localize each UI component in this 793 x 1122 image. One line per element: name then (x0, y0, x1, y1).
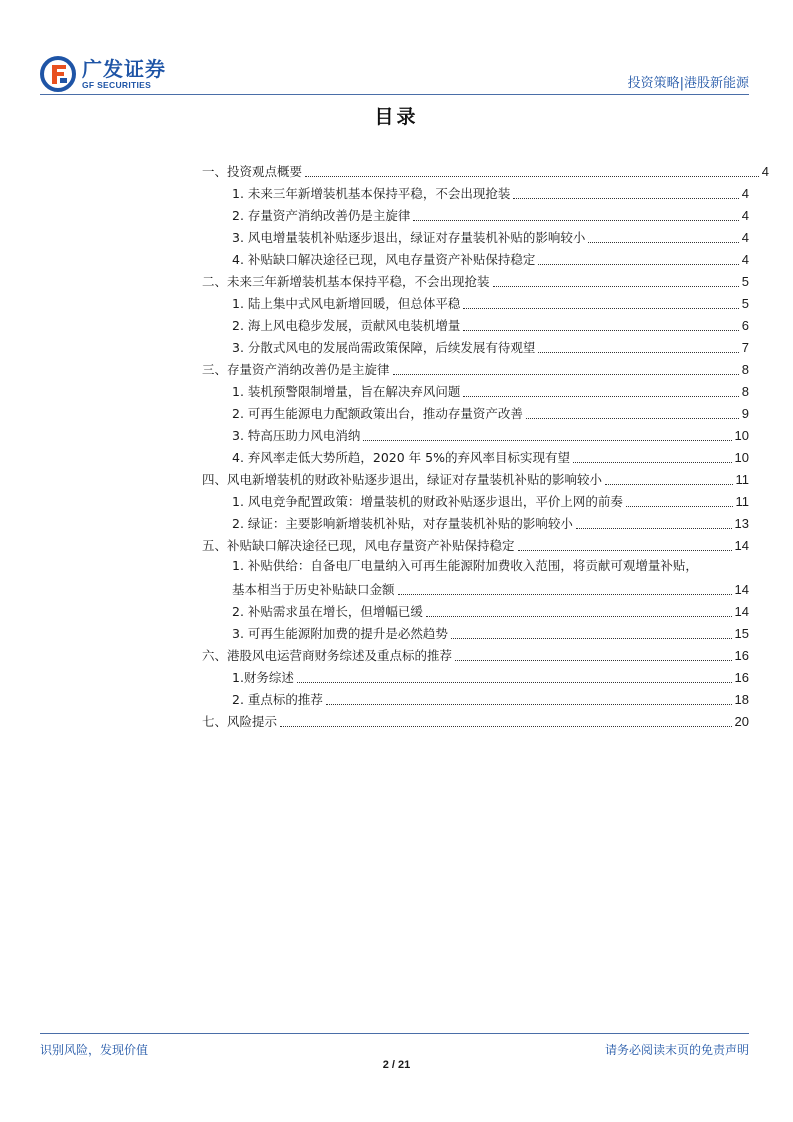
toc-entry-label: 四、风电新增装机的财政补贴逐步退出，绿证对存量装机补贴的影响较小 (202, 472, 603, 487)
company-logo (40, 56, 200, 94)
toc-subsection-entry[interactable] (232, 402, 749, 422)
toc-dot-leader (538, 352, 738, 353)
toc-dot-leader (305, 176, 759, 177)
toc-page-number: 8 (741, 384, 749, 399)
footer-disclaimer-note: 请务必阅读末页的免责声明 (604, 1043, 749, 1057)
toc-entry-label: 六、港股风电运营商财务综述及重点标的推荐 (202, 648, 453, 663)
toc-dot-leader (363, 440, 731, 441)
toc-page-number: 13 (734, 516, 749, 531)
toc-dot-leader (573, 462, 732, 463)
toc-section-entry[interactable] (202, 468, 749, 488)
toc-subsection-entry[interactable] (232, 600, 749, 620)
toc-subsection-entry[interactable] (232, 226, 749, 246)
toc-entry-label: 2. 海上风电稳步发展，贡献风电装机增量 (232, 318, 461, 333)
toc-page-number: 4 (741, 230, 749, 245)
toc-entry-label: 3. 分散式风电的发展尚需政策保障，后续发展有待观望 (232, 340, 536, 355)
header-divider (40, 94, 749, 95)
toc-entry-label: 二、未来三年新增装机基本保持平稳，不会出现抢装 (202, 274, 490, 289)
footer-divider (40, 1033, 749, 1034)
logo-chinese-name: 广发证券 (82, 57, 166, 81)
toc-subsection-entry[interactable] (232, 292, 749, 312)
toc-subsection-entry[interactable] (232, 336, 749, 356)
toc-dot-leader (605, 484, 732, 485)
toc-entry-label: 2. 可再生能源电力配额政策出台，推动存量资产改善 (232, 406, 523, 421)
toc-page-number: 15 (734, 626, 749, 641)
toc-entry-label: 3. 特高压助力风电消纳 (232, 428, 361, 443)
toc-entry-label: 1. 陆上集中式风电新增回暖，但总体平稳 (232, 296, 461, 311)
toc-page-number: 4 (761, 164, 769, 179)
toc-subsection-entry[interactable] (232, 688, 749, 708)
toc-page-number: 16 (734, 648, 749, 663)
toc-subsection-entry[interactable] (232, 204, 749, 224)
toc-entry-label: 2. 存量资产消纳改善仍是主旋律 (232, 208, 411, 223)
toc-page-number: 16 (734, 670, 749, 685)
toc-dot-leader (393, 374, 739, 375)
toc-entry-label: 三、存量资产消纳改善仍是主旋律 (202, 362, 390, 377)
toc-entry-label: 4. 补贴缺口解决途径已现，风电存量资产补贴保持稳定 (232, 252, 536, 267)
toc-dot-leader (493, 286, 739, 287)
toc-dot-leader (426, 616, 732, 617)
toc-dot-leader (451, 638, 732, 639)
toc-dot-leader (455, 660, 732, 661)
toc-entry-label: 3. 可再生能源附加费的提升是必然趋势 (232, 626, 448, 641)
page-number: 2 / 21 (382, 1059, 411, 1071)
toc-dot-leader (413, 220, 738, 221)
toc-entry-label: 2. 绿证：主要影响新增装机补贴，对存量装机补贴的影响较小 (232, 516, 573, 531)
toc-dot-leader (398, 594, 732, 595)
toc-entry-label: 1. 装机预警限制增量，旨在解决弃风问题 (232, 384, 461, 399)
toc-subsection-entry[interactable] (232, 512, 749, 532)
toc-page-number: 5 (741, 274, 749, 289)
footer-slogan: 识别风险，发现价值 (40, 1043, 149, 1057)
gf-logo-icon (40, 56, 76, 92)
toc-entry[interactable]: 1. 补贴供给：自备电厂电量纳入可再生能源附加费收入范围，将贡献可观增量补贴， (232, 558, 698, 573)
toc-page-number: 11 (735, 472, 749, 487)
toc-subsection-entry[interactable] (232, 666, 749, 686)
toc-subsection-entry[interactable] (232, 490, 749, 510)
toc-entry-label: 4. 弃风率走低大势所趋，2020 年 5%的弃风率目标实现有望 (232, 450, 570, 465)
toc-page-number: 10 (734, 428, 749, 443)
toc-page-number: 7 (741, 340, 749, 355)
page-title: 目录 (374, 106, 419, 128)
page-header (0, 0, 793, 100)
toc-section-entry[interactable] (202, 534, 749, 554)
toc-dot-leader (526, 418, 739, 419)
toc-subsection-entry[interactable] (232, 314, 749, 334)
toc-page-number: 10 (734, 450, 749, 465)
toc-page-number: 20 (734, 714, 749, 729)
toc-dot-leader (576, 528, 732, 529)
toc-page-number: 11 (735, 494, 749, 509)
toc-section-entry[interactable] (202, 160, 769, 180)
toc-entry-label: 1.财务综述 (232, 670, 294, 685)
toc-subsection-entry[interactable] (232, 380, 749, 400)
toc-subsection-entry[interactable] (232, 248, 749, 268)
toc-dot-leader (463, 308, 738, 309)
toc-entry-label: 3. 风电增量装机补贴逐步退出，绿证对存量装机补贴的影响较小 (232, 230, 586, 245)
toc-dot-leader (518, 550, 732, 551)
toc-dot-leader (463, 396, 738, 397)
toc-page-number: 4 (741, 186, 749, 201)
toc-page-number: 14 (734, 604, 749, 619)
toc-subsection-entry[interactable] (232, 182, 749, 202)
toc-dot-leader (626, 506, 733, 507)
toc-dot-leader (463, 330, 738, 331)
toc-page-number: 4 (741, 252, 749, 267)
toc-page-number: 18 (734, 692, 749, 707)
toc-page-number: 14 (734, 538, 749, 553)
toc-section-entry[interactable] (202, 358, 749, 378)
toc-dot-leader (297, 682, 732, 683)
toc-dot-leader (513, 198, 738, 199)
toc-page-number: 4 (741, 208, 749, 223)
toc-subsection-entry[interactable] (232, 424, 749, 444)
toc-page-number: 14 (734, 582, 749, 597)
toc-entry-label: 2. 补贴需求虽在增长，但增幅已缓 (232, 604, 423, 619)
toc-entry-label: 1. 未来三年新增装机基本保持平稳，不会出现抢装 (232, 186, 511, 201)
toc-section-entry[interactable] (202, 710, 749, 730)
toc-page-number: 6 (741, 318, 749, 333)
toc-subsection-entry[interactable] (232, 578, 749, 598)
toc-dot-leader (538, 264, 738, 265)
toc-section-entry[interactable] (202, 644, 749, 664)
toc-entry-label: 七、风险提示 (202, 714, 278, 729)
toc-entry-label: 1. 风电竞争配置政策：增量装机的财政补贴逐步退出，平价上网的前奏 (232, 494, 623, 509)
toc-entry-label: 五、补贴缺口解决途径已现，风电存量资产补贴保持稳定 (202, 538, 515, 553)
toc-section-entry[interactable] (202, 270, 749, 290)
toc-entry-label: 2. 重点标的推荐 (232, 692, 323, 707)
toc-subsection-entry[interactable] (232, 622, 749, 642)
toc-entry-label: 基本相当于历史补贴缺口金额 (232, 582, 395, 597)
logo-english-name: GF SECURITIES (82, 80, 152, 90)
toc-dot-leader (280, 726, 732, 727)
toc-page-number: 9 (741, 406, 749, 421)
toc-page-number: 5 (741, 296, 749, 311)
toc-subsection-entry[interactable] (232, 446, 749, 466)
report-category: 投资策略|港股新能源 (627, 76, 749, 91)
toc-page-number: 8 (741, 362, 749, 377)
toc-dot-leader (588, 242, 738, 243)
toc-entry-label: 一、投资观点概要 (202, 164, 303, 179)
toc-dot-leader (326, 704, 732, 705)
